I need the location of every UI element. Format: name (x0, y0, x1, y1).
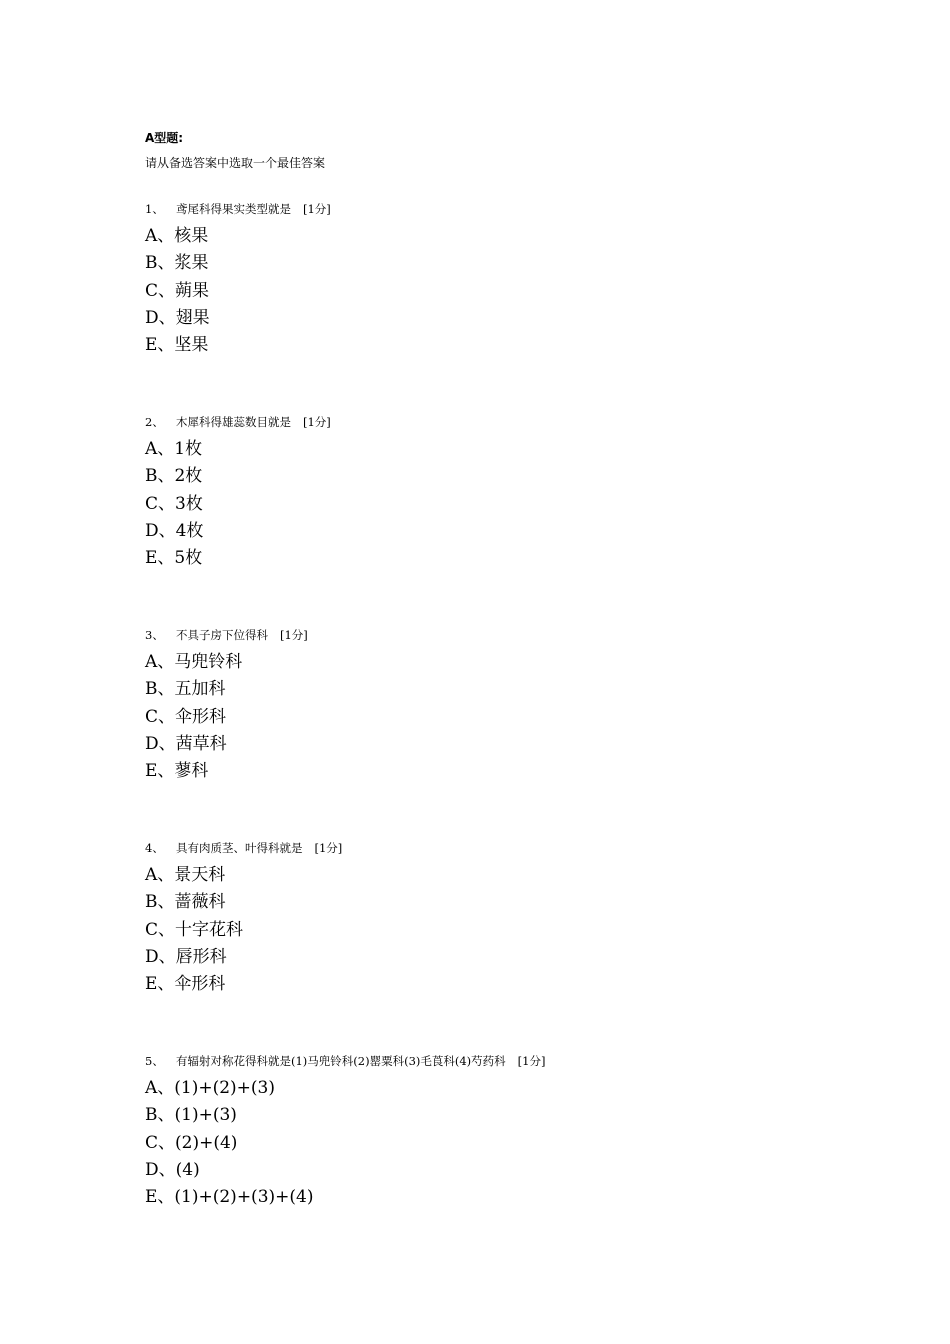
option-d[interactable]: D、4枚 (145, 520, 204, 541)
option-e[interactable]: E、坚果 (145, 335, 209, 356)
option-c[interactable]: C、(2)+(4) (145, 1132, 238, 1153)
option-b[interactable]: B、2枚 (145, 466, 203, 487)
question-stem (145, 1053, 905, 1075)
question-stem (145, 627, 905, 649)
option-e[interactable]: E、蓼科 (145, 761, 209, 782)
question-text: 鸢尾科得果实类型就是 (176, 202, 291, 216)
question-score: [1分] (303, 202, 331, 216)
question-text: 不具子房下位得科 (176, 628, 268, 642)
option-a[interactable]: A、马兜铃科 (145, 652, 243, 672)
question-2 (145, 414, 905, 572)
question-number: 2、 (145, 415, 164, 429)
question-3 (145, 627, 905, 785)
section-title: A型题: (145, 131, 184, 145)
option-c[interactable]: C、3枚 (145, 493, 203, 514)
option-d[interactable]: D、(4) (145, 1159, 200, 1180)
option-a[interactable]: A、1枚 (145, 439, 203, 459)
question-text: 具有肉质茎、叶得科就是 (176, 841, 303, 855)
option-c[interactable]: C、伞形科 (145, 706, 227, 727)
question-stem (145, 840, 905, 862)
question-number: 1、 (145, 202, 164, 216)
option-b[interactable]: B、五加科 (145, 679, 226, 700)
question-score: [1分] (303, 415, 331, 429)
option-a[interactable]: A、景天科 (145, 865, 226, 885)
question-score: [1分] (517, 1054, 546, 1068)
question-text: 木犀科得雄蕊数目就是 (176, 415, 291, 429)
option-d[interactable]: D、翅果 (145, 307, 210, 328)
option-b[interactable]: B、浆果 (145, 253, 209, 274)
option-a[interactable]: A、核果 (145, 226, 209, 246)
option-c[interactable]: C、十字花科 (145, 919, 244, 940)
question-1 (145, 201, 905, 359)
question-stem (145, 201, 905, 223)
option-e[interactable]: E、(1)+(2)+(3)+(4) (145, 1187, 314, 1208)
option-c[interactable]: C、蒴果 (145, 280, 210, 301)
option-d[interactable]: D、茜草科 (145, 733, 227, 754)
option-e[interactable]: E、伞形科 (145, 974, 226, 995)
question-5 (145, 1053, 905, 1211)
option-b[interactable]: B、蔷薇科 (145, 892, 226, 913)
question-number: 5、 (145, 1054, 164, 1068)
section-instruction: 请从备选答案中选取一个最佳答案 (145, 156, 326, 170)
question-score: [1分] (314, 841, 343, 855)
option-b[interactable]: B、(1)+(3) (145, 1105, 237, 1126)
option-e[interactable]: E、5枚 (145, 548, 203, 569)
question-number: 3、 (145, 628, 164, 642)
question-number: 4、 (145, 841, 164, 855)
question-4 (145, 840, 905, 998)
option-d[interactable]: D、唇形科 (145, 946, 227, 967)
question-text: 有辐射对称花得科就是(1)马兜铃科(2)罂粟科(3)毛莨科(4)芍药科 (176, 1054, 506, 1068)
question-stem (145, 414, 905, 436)
question-score: [1分] (280, 628, 308, 642)
option-a[interactable]: A、(1)+(2)+(3) (145, 1078, 276, 1098)
